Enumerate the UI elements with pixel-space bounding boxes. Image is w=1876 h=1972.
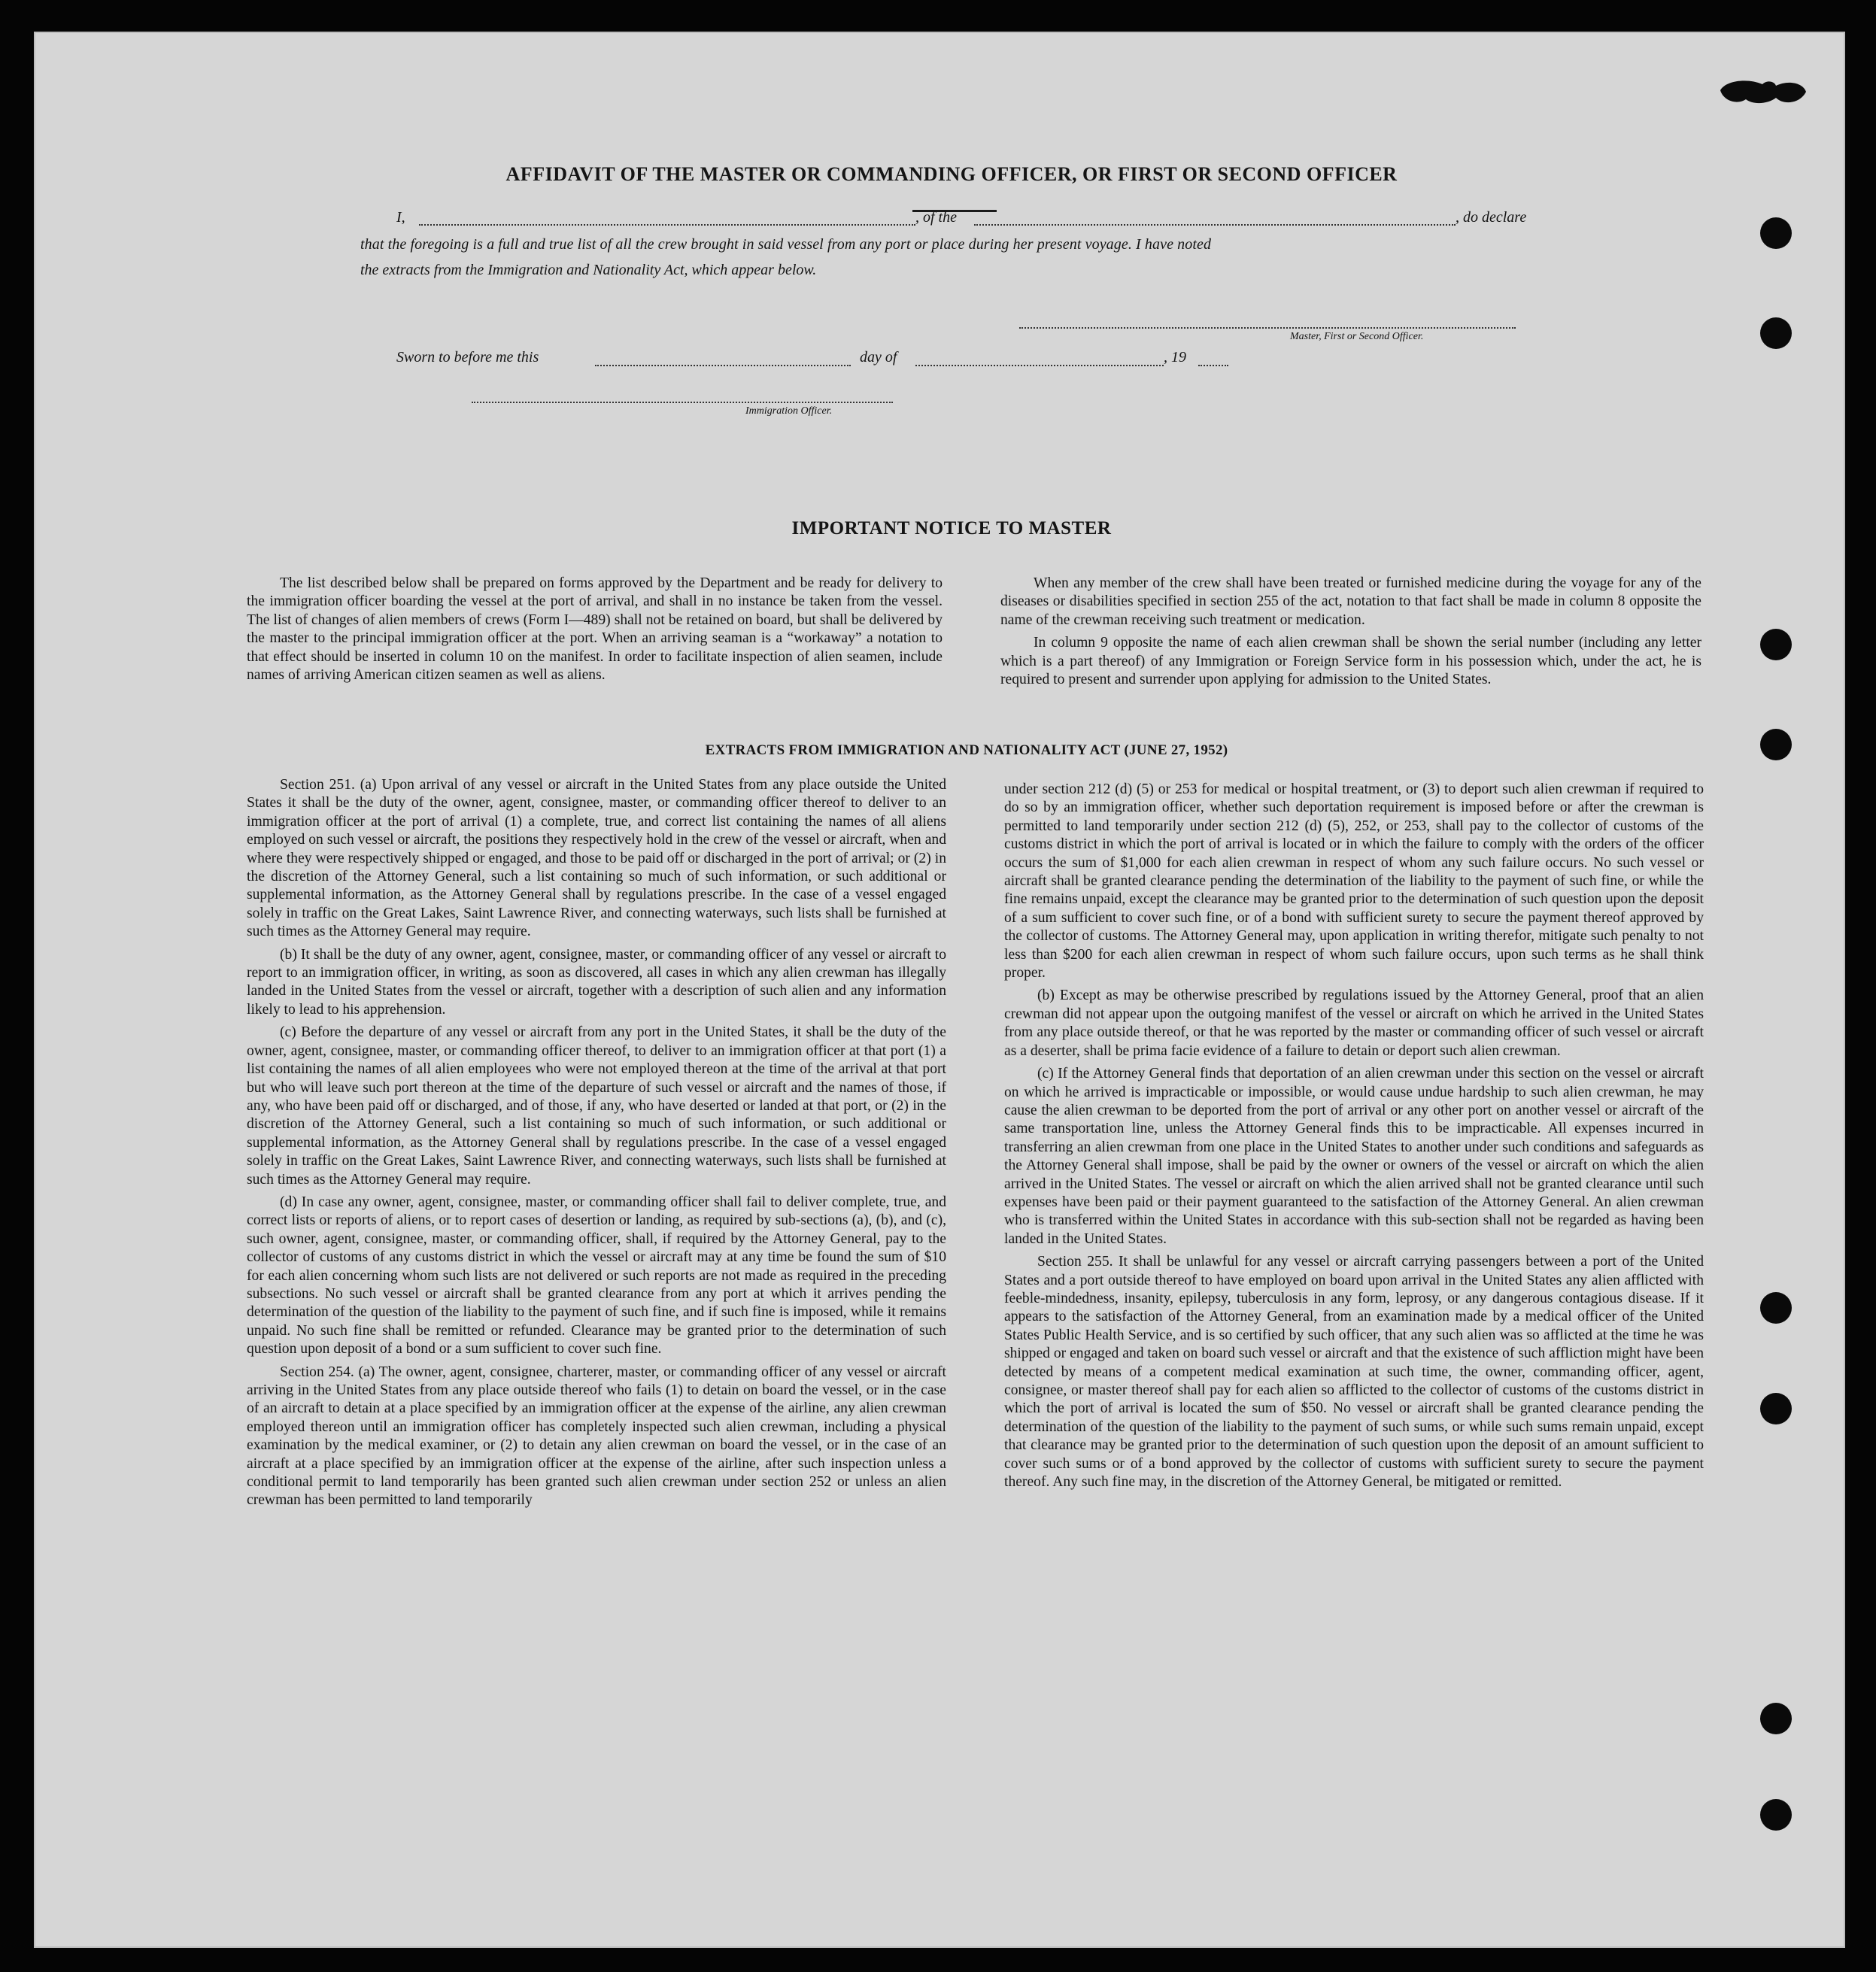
section-251-b: (b) It shall be the duty of any owner, agent, consignee, master, or commanding officer of any vessel or aircraft to report to an immigration officer, in writing, as soon as discovered, all cases in which any alien crewman has illegally landed in the United States from the vessel or aircraft, together with a description of such alien and any information likely to lead to his apprehension. — [247, 946, 946, 1018]
name-blank — [419, 224, 915, 226]
notice-right-column — [1000, 575, 1701, 693]
affidavit-title: AFFIDAVIT OF THE MASTER OR COMMANDING OFFICER, OR FIRST OR SECOND OFFICER — [505, 163, 1398, 185]
punch-hole — [1760, 217, 1792, 249]
extracts-left-column — [247, 776, 946, 1515]
section-255: Section 255. It shall be unlawful for any vessel or aircraft carrying passengers between a port of the United States and a port outside thereof to have employed on board upon arrival in the United States any alien afflicted with feeble-mindedness, insanity, epilepsy, tuberculosis in any form, leprosy, or any dangerous contagious disease. If it appears to the satisfaction of the Attorney General, from an examination made by a medical officer of the United States Public Health Service, and is so certified by such officer, that any such alien was so afflicted at the time he was shipped or engaged and taken on board such vessel or aircraft and that the existence of such affliction might have been detected by means of a competent medical examination at such time, the owner, commanding officer, agent, consignee, or master thereof shall pay for each alien so afflicted to the collector of customs of the customs district in which the port of arrival is located the sum of $50. No vessel or aircraft shall be granted clearance pending the determination of the question of the liability to the payment of such sums, or while such sums remain unpaid, except that clearance may be granted prior to the determination of such question upon the deposit of an amount sufficient to cover such sums or of a bond approved by the collector of customs with sufficient surety to secure the payment thereof. Any such fine may, in the discretion of the Attorney General, be mitigated or remitted. — [1004, 1254, 1704, 1491]
master-signature-line — [1019, 327, 1516, 329]
sworn-prefix: Sworn to before me this — [396, 349, 539, 366]
notice-paragraph: The list described below shall be prepared on forms approved by the Department and be ready for delivery to the immigration officer boarding the vessel at the port of arrival, and shall in no instance be taken from the vessel. The list of changes of alien members of crews (Form I—489) shall not be retained on board, but shall be delivered by the master to the principal immigration officer at the port. When an arriving seaman is a “workaway” a notation to that effect should be inserted in column 10 on the manifest. In order to facilitate inspection of alien seamen, include names of arriving American citizen seamen as well as aliens. — [247, 575, 943, 684]
punch-hole — [1760, 1292, 1792, 1324]
punch-hole — [1760, 1799, 1792, 1831]
section-254-c: (c) If the Attorney General finds that deportation of an alien crewman under this section on the vessel or aircraft on which he arrived is impracticable or impossible, or would cause undue hardship to such alien crewman, he may cause the alien crewman to be deported from the port of arrival or any other port on another vessel or aircraft of the same transportation line, unless the Attorney General finds this to be impracticable. All expenses incurred in transferring an alien crewman from one place in the United States to another under such conditions and safeguards as the Attorney General shall impose, shall be paid by the owner or owners of the vessel or aircraft on which the alien arrived in the United States. The vessel or aircraft on which the alien arrived shall not be granted clearance until such expenses have been paid or their payment guaranteed to the satisfaction of the Attorney General. An alien crewman who is transferred within the United States in accordance with this sub-section shall not be regarded as having been landed in the United States. — [1004, 1066, 1704, 1247]
punch-hole — [1760, 317, 1792, 349]
ink-blot-mark — [1719, 75, 1809, 108]
declaration-of-the: , of the — [915, 209, 957, 226]
section-254-a-continued: under section 212 (d) (5) or 253 for medical or hospital treatment, or (3) to deport such alien crewman if required to do so by an immigration officer, whether such deportation requirement is imposed before or after the crewman is permitted to land temporarily under section 212 (d) (5), 252, or 253, shall pay to the collector of customs of the customs district in which the port of arrival is located or in which the failure to comply with the orders of the officer occurs the sum of $1,000 for each alien crewman in respect of whom any such failure occurs. No such vessel or aircraft shall be granted clearance pending the determination of the liability to the payment of such fine, or while the fine remains unpaid, except the clearance may be granted prior to the determination of such question upon the deposit of a sum sufficient to cover such fine, or of a bond with sufficient surety to secure the payment thereof approved by the collector of customs. The Attorney General may, upon application in writing therefor, mitigate such penalty to not less than $200 for each alien crewman in respect of whom such failure occurs, upon such terms as he shall think proper. — [1004, 781, 1704, 981]
declaration-end: , do declare — [1456, 209, 1527, 226]
punch-hole — [1760, 1703, 1792, 1734]
notice-left-column — [247, 575, 943, 689]
declaration-line-3: the extracts from the Immigration and Nationality Act, which appear below. — [360, 262, 817, 278]
sworn-year: , 19 — [1164, 349, 1186, 366]
section-254-b: (b) Except as may be otherwise prescribed by regulations issued by the Attorney General, proof that an alien crewman did not appear upon the outgoing manifest of the vessel or aircraft on which he arrived in the United States from any place outside thereof, or that he was reported by the master or commanding officer of such vessel or aircraft as a deserter, shall be prima facie evidence of a failure to detain or deport such alien crewman. — [1004, 988, 1704, 1059]
extracts-title: EXTRACTS FROM IMMIGRATION AND NATIONALITY ACT (JUNE 27, 1952) — [705, 742, 1228, 758]
section-251-c: (c) Before the departure of any vessel or aircraft from any port in the United States, it shall be the duty of the owner, agent, consignee, master, or commanding officer thereof, to deliver to an immigration officer at that port (1) a list containing the names of all alien employees who were not employed thereon at the time of the arrival at that port but who will leave such port thereon at the time of the departure of such vessel or aircraft and the names of those, if any, who have been paid off or discharged, and of those, if any, who have deserted or landed at that port, or (2) in the discretion of the Attorney General, such a list containing so much of such information, or such additional or supplemental information, as the Attorney General shall by regulations prescribe. In the case of a vessel engaged solely in traffic on the Great Lakes, Saint Lawrence River, and connecting waterways, such lists shall be furnished at such times as the Attorney General may require. — [247, 1024, 946, 1188]
vessel-blank — [974, 224, 1456, 226]
section-251-d: (d) In case any owner, agent, consignee, master, or commanding officer shall fail to deliver complete, true, and correct lists or reports of aliens, or to report cases of desertion or landing, as required by sub-sections (a), (b), and (c), such owner, agent, consignee, master, or commanding officer, shall, if required by the Attorney General, pay to the collector of customs of any customs district in which the vessel or aircraft may at any time be found the sum of $10 for each alien concerning whom such lists are not delivered or such reports are not made as required in the preceding subsections. No such vessel or aircraft shall be granted clearance from any port at which it arrives pending the determination of the question of the liability to the payment of such fine, and if such fine is imposed, while it remains unpaid. No such fine shall be remitted or refunded. Clearance may be granted prior to the determination of such question upon deposit of a bond or a sum sufficient to cover such fine. — [247, 1194, 946, 1358]
declaration-start: I, — [396, 209, 405, 226]
sworn-day-of: day of — [860, 349, 897, 366]
punch-hole — [1760, 1393, 1792, 1424]
punch-hole — [1760, 729, 1792, 760]
notice-paragraph: In column 9 opposite the name of each alien crewman shall be shown the serial number (including any letter which is a part thereof) of any Immigration or Foreign Service form in his possession which, under the act, he is required to present and surrender upon applying for admission to the United States. — [1000, 635, 1701, 688]
section-251-a: Section 251. (a) Upon arrival of any vessel or aircraft in the United States from any place outside the United States it shall be the duty of the owner, agent, consignee, master, or commanding officer thereof to deliver to an immigration officer at the port of arrival (1) a complete, true, and correct list containing the names of all aliens employed on such vessel or aircraft, the positions they respectively hold in the crew of the vessel or aircraft, when and where they were respectively shipped or engaged, and those to be paid off or discharged in the port of arrival; or (2) in the discretion of the Attorney General, such a list containing so much of such information, or such additional or supplemental information, as the Attorney General shall by regulations prescribe. In the case of a vessel engaged solely in traffic on the Great Lakes, Saint Lawrence River, and connecting waterways, such lists shall be furnished at such times as the Attorney General may require. — [247, 777, 946, 940]
notice-title: IMPORTANT NOTICE TO MASTER — [791, 518, 1112, 539]
declaration-line-2: that the foregoing is a full and true list of all the crew brought in said vessel from any port or place during her present voyage. I have noted — [360, 236, 1212, 253]
sworn-day-blank — [595, 365, 851, 366]
officer-signature-label: Immigration Officer. — [745, 405, 833, 417]
document-page — [34, 32, 1845, 1948]
sworn-year-blank — [1198, 365, 1228, 366]
punch-hole — [1760, 629, 1792, 660]
officer-signature-line — [472, 402, 893, 403]
notice-paragraph: When any member of the crew shall have been treated or furnished medicine during the voyage for any of the diseases or disabilities specified in section 255 of the act, notation to that fact shall be made in column 8 opposite the name of the crewman receiving such treatment or medication. — [1000, 575, 1701, 628]
section-254-a: Section 254. (a) The owner, agent, consignee, charterer, master, or commanding officer of any vessel or aircraft arriving in the United States from any place outside thereof who fails (1) to detain on board the vessel, or in the case of an aircraft to detain at a place specified by an immigration officer at the expense of the airline, any alien crewman employed thereon until an immigration officer has completely inspected such alien crewman, including a physical examination by the medical examiner, or (2) to detain any alien crewman on board the vessel, or in the case of an aircraft at a place specified by an immigration officer at the expense of the airline, after such inspection unless a conditional permit to land temporarily has been granted such alien crewman under section 252 or unless an alien crewman has been permitted to land temporarily — [247, 1364, 946, 1509]
master-signature-label: Master, First or Second Officer. — [1290, 331, 1424, 342]
extracts-right-column — [1004, 781, 1704, 1496]
sworn-month-blank — [915, 365, 1164, 366]
